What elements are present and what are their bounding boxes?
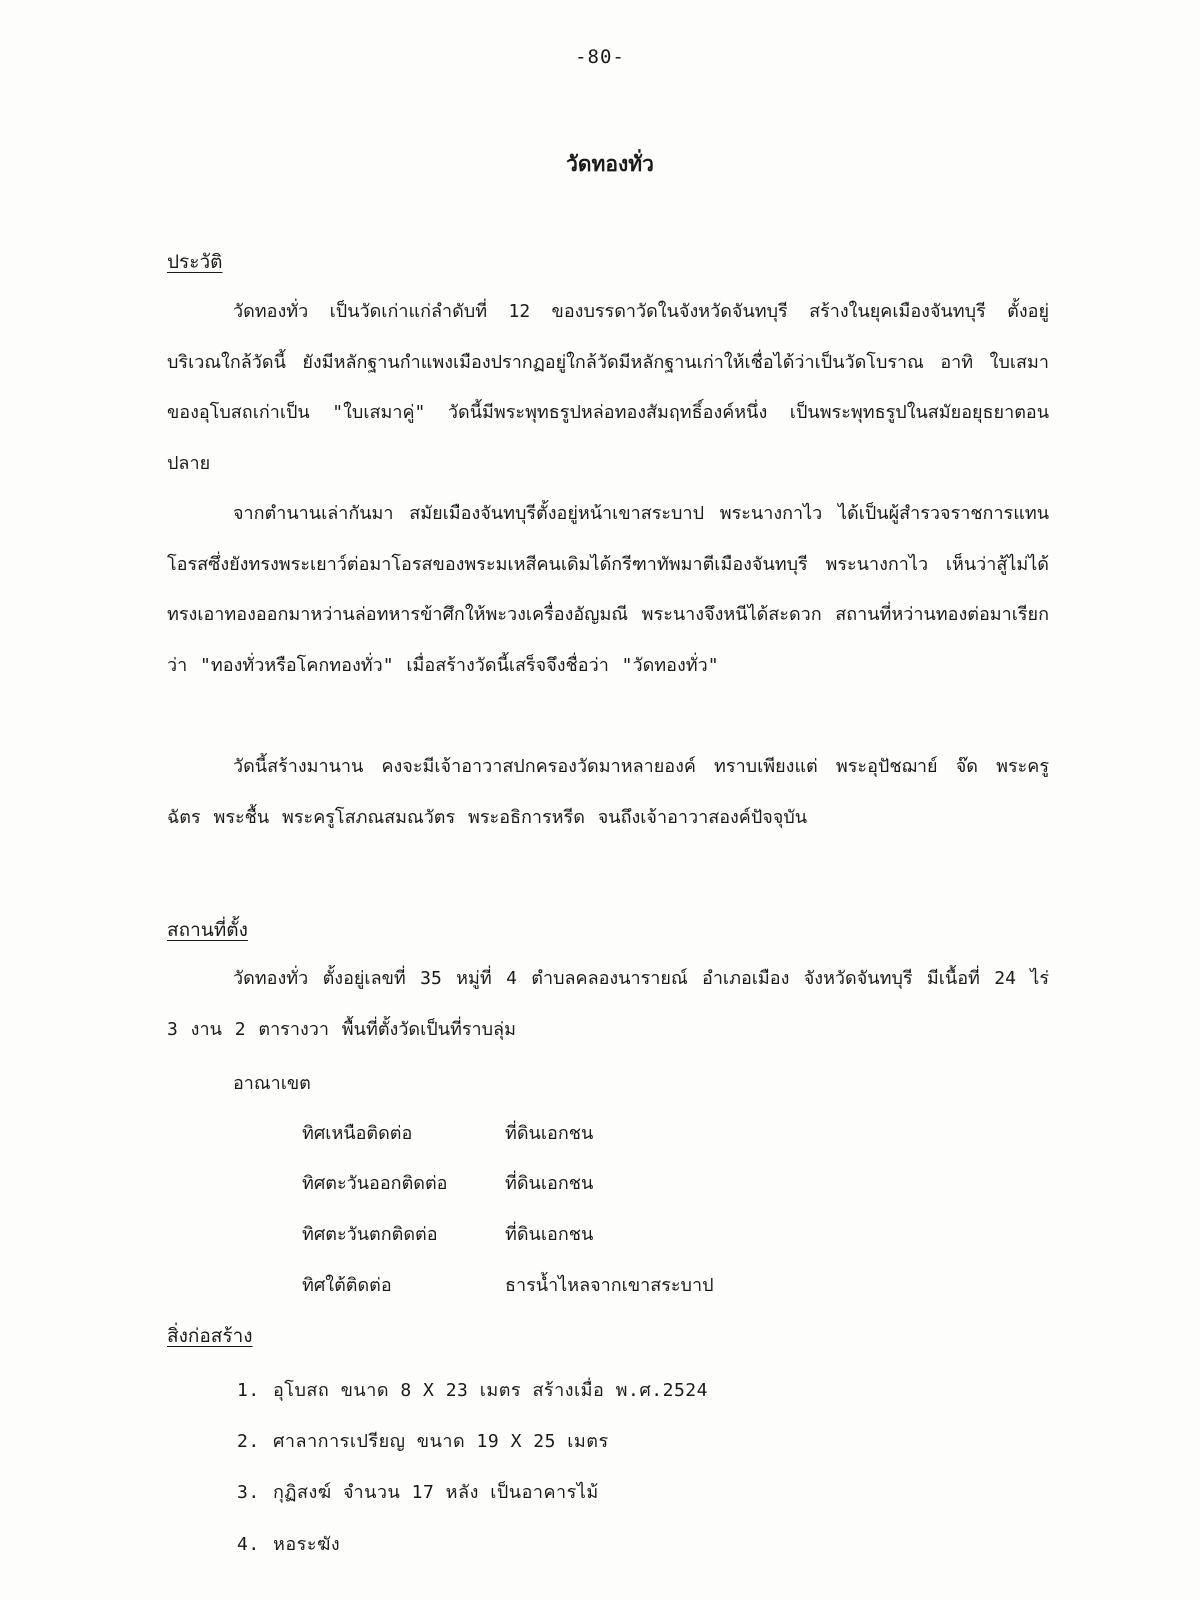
history-heading: ประวัติ bbox=[167, 251, 223, 273]
location-paragraph: วัดทองทั่ว ตั้งอยู่เลขที่ 35 หมู่ที่ 4 ตำบลคลองนารายณ์ อำเภอเมือง จังหวัดจันทบุรี มีเนื้อที่ 24 ไร่ 3 งาน 2 ตารางวา พื้นที่ตั้งวัดเป็นที่ราบลุ่ม bbox=[167, 968, 1049, 1040]
list-item-text: ศาลาการเปรียญ ขนาด 19 X 25 เมตร bbox=[273, 1431, 609, 1452]
boundary-label: อาณาเขต bbox=[233, 1073, 311, 1094]
page-number: -80- bbox=[575, 46, 625, 68]
list-item-text: กุฏิสงฆ์ จำนวน 17 หลัง เป็นอาคารไม้ bbox=[273, 1482, 599, 1503]
document-title: วัดทองทั่ว bbox=[566, 152, 654, 176]
list-item-number: 1. bbox=[237, 1380, 260, 1401]
list-item-number: 4. bbox=[237, 1534, 260, 1555]
list-item-number: 2. bbox=[237, 1431, 260, 1452]
boundary-direction: ทิศเหนือติดต่อ bbox=[302, 1123, 413, 1144]
boundary-direction: ทิศตะวันตกติดต่อ bbox=[302, 1224, 438, 1245]
list-item bbox=[237, 1375, 708, 1404]
list-item bbox=[237, 1426, 609, 1455]
boundary-value: ที่ดินเอกชน bbox=[505, 1224, 594, 1245]
list-item-text: หอระฆัง bbox=[273, 1534, 341, 1555]
boundary-direction: ทิศตะวันออกติดต่อ bbox=[302, 1173, 448, 1194]
buildings-heading: สิ่งก่อสร้าง bbox=[167, 1325, 253, 1347]
list-item bbox=[237, 1529, 340, 1558]
boundary-value: ที่ดินเอกชน bbox=[505, 1123, 594, 1144]
boundary-direction: ทิศใต้ติดต่อ bbox=[302, 1275, 392, 1296]
history-paragraph-3: วัดนี้สร้างมานาน คงจะมีเจ้าอาวาสปกครองวัดมาหลายองค์ ทราบเพียงแต่ พระอุปัชฌาย์ จ๊ด พระครูฉัตร พระชื้น พระครูโสภณสมณวัตร พระอธิการหรีด จนถึงเจ้าอาวาสองค์ปัจจุบัน bbox=[167, 756, 1049, 828]
history-paragraph-2: จากตำนานเล่ากันมา สมัยเมืองจันทบุรีตั้งอยู่หน้าเขาสระบาป พระนางกาไว ได้เป็นผู้สำรวจราชการแทนโอรสซึ่งยังทรงพระเยาว์ต่อมาโอรสของพระมเหสีคนเดิมได้กรีฑาทัพมาตีเมืองจันทบุรี พระนางกาไว เห็นว่าสู้ไม่ได้ ทรงเอาทองออกมาหว่านล่อทหารข้าศึกให้พะวงเครื่องอัญมณี พระนางจึงหนีได้สะดวก สถานที่หว่านทองต่อมาเรียกว่า "ทองทั่วหรือโคกทองทั่ว" เมื่อสร้างวัดนี้เสร็จจึงชื่อว่า "วัดทองทั่ว" bbox=[167, 503, 1049, 676]
history-paragraph-1: วัดทองทั่ว เป็นวัดเก่าแก่ลำดับที่ 12 ของบรรดาวัดในจังหวัดจันทบุรี สร้างในยุคเมืองจันทบุรี ตั้งอยู่บริเวณใกล้วัดนี้ ยังมีหลักฐานกำแพงเมืองปรากฏอยู่ใกล้วัดมีหลักฐานเก่าให้เชื่อได้ว่าเป็นวัดโบราณ อาทิ ใบเสมาของอุโบสถเก่าเป็น "ใบเสมาคู่" วัดนี้มีพระพุทธรูปหล่อทองสัมฤทธิ์องค์หนึ่ง เป็นพระพุทธรูปในสมัยอยุธยาตอนปลาย bbox=[167, 301, 1049, 474]
list-item bbox=[237, 1477, 599, 1506]
list-item-number: 3. bbox=[237, 1482, 260, 1503]
boundary-value: ที่ดินเอกชน bbox=[505, 1173, 594, 1194]
boundary-value: ธารน้ำไหลจากเขาสระบาป bbox=[505, 1275, 714, 1296]
list-item-text: อุโบสถ ขนาด 8 X 23 เมตร สร้างเมื่อ พ.ศ.2524 bbox=[273, 1380, 708, 1401]
location-heading: สถานที่ตั้ง bbox=[167, 919, 248, 941]
